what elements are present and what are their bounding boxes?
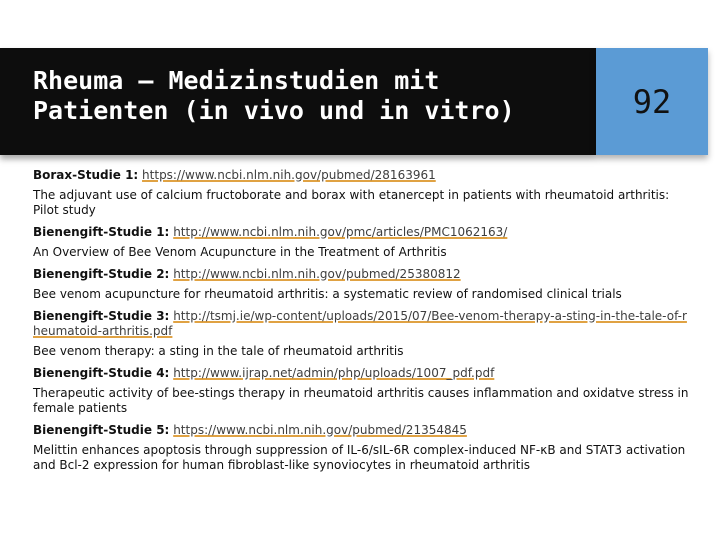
study-label: Bienengift-Studie 1: xyxy=(33,225,170,239)
study-description: Therapeutic activity of bee-stings therapy in rheumatoid arthritis causes inflammation and oxidatve stress in female patients xyxy=(33,386,689,415)
study-label: Bienengift-Studie 4: xyxy=(33,366,170,380)
slide-title xyxy=(33,66,573,126)
study-heading-borax-1 xyxy=(33,168,693,183)
study-label: Borax-Studie 1: xyxy=(33,168,139,182)
slide-title-line-1: Rheuma – Medizinstudien mit xyxy=(33,66,440,95)
page-number: 92 xyxy=(632,83,672,121)
study-label: Bienengift-Studie 5: xyxy=(33,423,170,437)
study-description: An Overview of Bee Venom Acupuncture in the Treatment of Arthritis xyxy=(33,245,447,259)
study-label: Bienengift-Studie 2: xyxy=(33,267,170,281)
study-description: Melittin enhances apoptosis through suppression of IL-6/sIL-6R complex-induced NF-κB and STAT3 activation and Bcl-2 expression for human fibroblast-like synoviocytes in rheumatoid arthritis xyxy=(33,443,686,472)
study-link[interactable]: https://www.ncbi.nlm.nih.gov/pubmed/28163961 xyxy=(142,168,436,182)
study-label: Bienengift-Studie 3: xyxy=(33,309,170,323)
study-link[interactable]: http://www.ijrap.net/admin/php/uploads/1007_pdf.pdf xyxy=(173,366,495,380)
study-description: The adjuvant use of calcium fructoborate and borax with etanercept in patients with rheumatoid arthritis: Pilot study xyxy=(33,188,670,217)
study-heading-bee-venom-5 xyxy=(33,423,693,438)
study-heading-bee-venom-4 xyxy=(33,366,693,381)
study-link[interactable]: https://www.ncbi.nlm.nih.gov/pubmed/21354845 xyxy=(173,423,467,437)
study-heading-bee-venom-2 xyxy=(33,267,693,282)
study-description: Bee venom therapy: a sting in the tale of rheumatoid arthritis xyxy=(33,344,404,358)
study-description: Bee venom acupuncture for rheumatoid arthritis: a systematic review of randomised clinical trials xyxy=(33,287,622,301)
study-link[interactable]: http://tsmj.ie/wp-content/uploads/2015/07/Bee-venom-therapy-a-sting-in-the-tale-of-rheumatoid-arthritis.pdf xyxy=(33,309,687,338)
study-heading-bee-venom-3 xyxy=(33,309,693,339)
study-heading-bee-venom-1 xyxy=(33,225,693,240)
slide-title-line-2: Patienten (in vivo und in vitro) xyxy=(33,96,515,125)
study-list xyxy=(33,168,693,473)
study-link[interactable]: http://www.ncbi.nlm.nih.gov/pubmed/25380812 xyxy=(173,267,461,281)
study-link[interactable]: http://www.ncbi.nlm.nih.gov/pmc/articles/PMC1062163/ xyxy=(173,225,508,239)
